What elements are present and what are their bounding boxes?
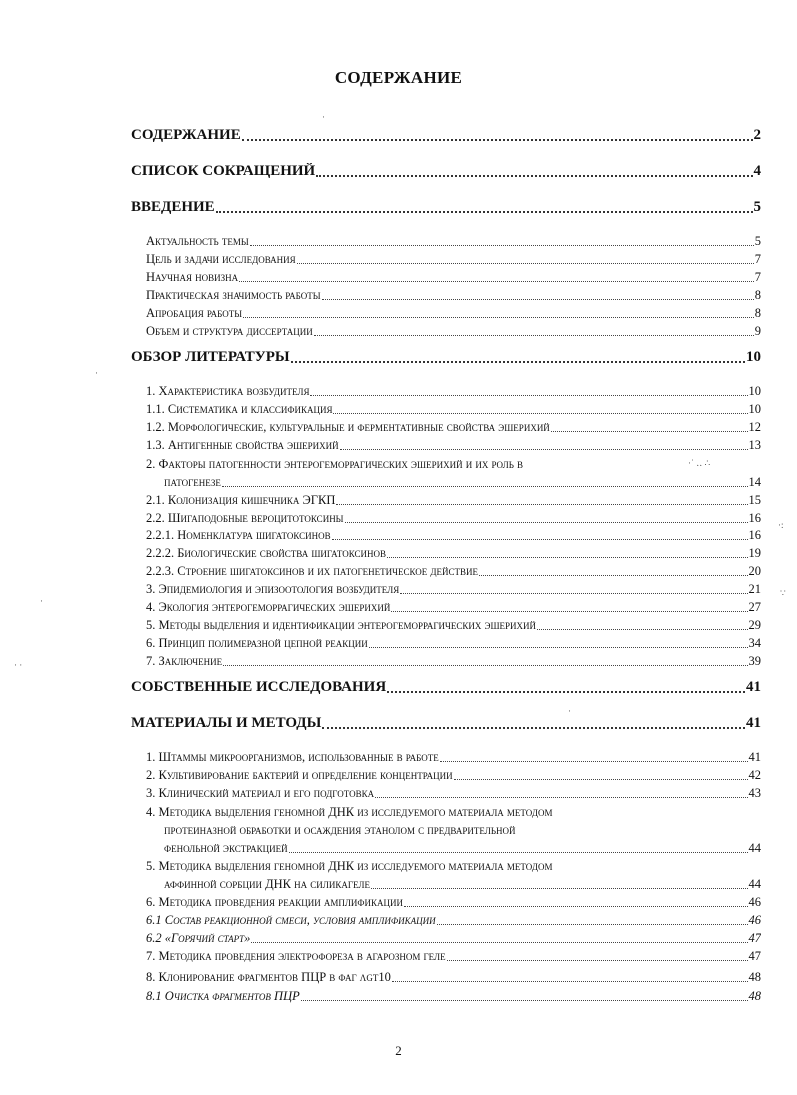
toc-entry-label: 8.1 Очистка фрагментов ПЦР [146, 989, 300, 1003]
leader-dots [333, 413, 747, 414]
leader-dots [371, 888, 747, 889]
leader-dots [387, 691, 745, 693]
toc-entry-label: 4. Экология энтерогеморрагических эшерихий [146, 600, 391, 614]
toc-entry-page: 42 [748, 768, 761, 782]
toc-entry-page: 48 [748, 970, 761, 984]
toc-entry-page: 46 [748, 913, 761, 927]
toc-entry[interactable] [146, 270, 761, 285]
toc-entry-page: 48 [748, 989, 761, 1003]
leader-dots [222, 486, 748, 487]
toc-entry[interactable] [146, 288, 761, 303]
toc-entry[interactable] [146, 234, 761, 249]
leader-dots [314, 335, 754, 336]
toc-entry-label: СПИСОК СОКРАЩЕНИЙ [131, 163, 316, 179]
leader-dots [345, 522, 748, 523]
toc-entry-page: 10 [748, 402, 761, 416]
leader-dots [440, 761, 748, 762]
leader-dots [340, 449, 748, 450]
toc-entry[interactable] [131, 349, 761, 366]
toc-entry-label: 6.2 «Горячий старт» [146, 931, 251, 945]
toc-entry-page: 27 [748, 600, 761, 614]
toc-entry-page: 8 [754, 288, 761, 302]
toc-entry-page: 13 [748, 438, 761, 452]
scan-speck: · [568, 706, 571, 716]
toc-entry[interactable] [146, 768, 761, 783]
toc-entry-label: 2.1. Колонизация кишечника ЭГКП [146, 493, 336, 507]
toc-entry[interactable] [146, 618, 761, 633]
toc-entry-label: 1. Характеристика возбудителя [146, 384, 310, 398]
toc-entry-page: 10 [748, 384, 761, 398]
leader-dots [387, 557, 748, 558]
toc-entry-page: 20 [748, 564, 761, 578]
toc-entry-label: Научная новизна [146, 270, 239, 284]
leader-dots [251, 942, 747, 943]
toc-entry[interactable] [146, 654, 761, 669]
toc-entry-page: 10 [746, 349, 761, 365]
leader-dots [392, 981, 748, 982]
leader-dots [551, 431, 748, 432]
toc-entry[interactable] [146, 913, 761, 928]
scan-speck: · [95, 368, 98, 378]
toc-entry[interactable] [164, 475, 761, 490]
toc-entry-label: СОБСТВЕННЫЕ ИССЛЕДОВАНИЯ [131, 679, 387, 695]
toc-entry-page: 5 [754, 234, 761, 248]
page-number: 2 [395, 1043, 402, 1058]
leader-dots [316, 175, 752, 177]
scan-speck: · · [14, 660, 23, 670]
toc-entry-page: 44 [748, 877, 761, 891]
leader-dots [289, 852, 748, 853]
leader-dots [479, 575, 747, 576]
leader-dots [391, 611, 747, 612]
toc-entry-label: 5. Методы выделения и идентификации энтерогеморрагических эшерихий [146, 618, 537, 632]
toc-entry-label: 1.2. Морфологические, культуральные и ферментативные свойства эшерихий [146, 420, 550, 434]
leader-dots [404, 906, 747, 907]
toc-entry[interactable] [164, 841, 761, 856]
toc-entry-page: 43 [748, 786, 761, 800]
toc-entry[interactable] [146, 636, 761, 651]
toc-entry-page: 47 [748, 949, 761, 963]
leader-dots [336, 504, 747, 505]
toc-entry[interactable] [131, 163, 761, 180]
toc-entry-label-cont: аффинной сорбции ДНК на силикагеле [164, 877, 371, 891]
toc-entry-label: 7. Заключение [146, 654, 223, 668]
scan-speck: · [322, 112, 325, 122]
leader-dots [332, 539, 748, 540]
toc-entry-label-cont: фенольной экстракцией [164, 841, 288, 855]
leader-dots [322, 299, 754, 300]
toc-entry-page: 41 [746, 679, 761, 695]
leader-dots [216, 211, 753, 213]
toc-entry-label: 2.2. Шигаподобные вероцитотоксины [146, 511, 344, 525]
toc-entry-label: Практическая значимость работы [146, 288, 321, 302]
toc-entry[interactable] [146, 493, 761, 508]
toc-entry-page: 39 [748, 654, 761, 668]
toc-entry[interactable] [146, 384, 761, 399]
leader-dots [537, 629, 747, 630]
leader-dots [223, 665, 747, 666]
toc-entry-label-line1: 4. Методика выделения геномной ДНК из исследуемого материала методом [146, 805, 553, 819]
leader-dots [369, 647, 748, 648]
toc-entry-label: 1. Штаммы микроорганизмов, использованные в работе [146, 750, 439, 764]
toc-entry[interactable] [146, 582, 761, 597]
toc-entry-label: Апробация работы [146, 306, 243, 320]
leader-dots [400, 593, 747, 594]
toc-entry-label-line1: 2. Факторы патогенности энтерогеморрагических эшерихий и их роль в [146, 457, 524, 471]
toc-entry-label: СОДЕРЖАНИЕ [131, 127, 241, 143]
toc-entry-page: 19 [748, 546, 761, 560]
toc-entry-label: 6.1 Состав реакционной смеси, условия амплификации [146, 913, 436, 927]
toc-entry[interactable] [131, 715, 761, 732]
page-title: СОДЕРЖАНИЕ [334, 68, 463, 87]
toc-entry-label: Объем и структура диссертации [146, 324, 313, 338]
leader-dots [437, 924, 748, 925]
toc-entry-label: 6. Принцип полимеразной цепной реакции [146, 636, 368, 650]
toc-entry-label: 1.3. Антигенные свойства эшерихий [146, 438, 339, 452]
toc-entry-page: 7 [754, 252, 761, 266]
toc-entry-label: 3. Эпидемиология и эпизоотология возбудителя [146, 582, 400, 596]
toc-entry-page: 7 [754, 270, 761, 284]
toc-entry-page: 12 [748, 420, 761, 434]
toc-entry[interactable] [131, 679, 761, 696]
leader-dots [242, 139, 753, 141]
toc-entry-label: ОБЗОР ЛИТЕРАТУРЫ [131, 349, 290, 365]
toc-entry[interactable] [146, 786, 761, 801]
toc-entry[interactable] [131, 199, 761, 216]
toc-entry[interactable] [146, 511, 761, 526]
toc-entry-label: 2.2.2. Биологические свойства шигатоксинов [146, 546, 386, 560]
leader-dots [250, 245, 754, 246]
toc-entry[interactable] [146, 438, 761, 453]
leader-dots [297, 263, 754, 264]
leader-dots [291, 361, 745, 363]
leader-dots [243, 317, 754, 318]
scan-speck: ·˙ ‥ ∴ [688, 458, 711, 468]
toc-entry-label: 3. Клинический материал и его подготовка [146, 786, 375, 800]
scan-speck: ·: [778, 520, 784, 530]
toc-entry-page: 16 [748, 528, 761, 542]
leader-dots [322, 727, 745, 729]
toc-entry-page: 47 [748, 931, 761, 945]
toc-entry-page: 29 [748, 618, 761, 632]
leader-dots [375, 797, 747, 798]
toc-entry[interactable] [164, 877, 761, 892]
toc-entry-page: 5 [753, 199, 761, 215]
toc-entry[interactable] [131, 127, 761, 144]
toc-entry-label: МАТЕРИАЛЫ И МЕТОДЫ [131, 715, 322, 731]
toc-entry[interactable] [146, 420, 761, 435]
scan-speck: ∵ [780, 588, 786, 598]
toc-entry[interactable] [146, 949, 761, 964]
toc-entry-page: 2 [753, 127, 761, 143]
toc-entry-page: 41 [748, 750, 761, 764]
leader-dots [239, 281, 754, 282]
toc-entry[interactable] [146, 750, 761, 765]
toc-entry-label: 8. Клонирование фрагментов ПЦР в фаг λgt10 [146, 970, 391, 984]
toc-entry-label: ВВЕДЕНИЕ [131, 199, 215, 215]
toc-entry[interactable] [146, 546, 761, 561]
toc-entry-page: 41 [746, 715, 761, 731]
toc-entry[interactable] [146, 528, 761, 543]
toc-entry-page: 9 [754, 324, 761, 338]
toc-entry-label: 1.1. Систематика и классификация [146, 402, 333, 416]
toc-entry-page: 15 [748, 493, 761, 507]
toc-entry-page: 46 [748, 895, 761, 909]
leader-dots [447, 960, 748, 961]
toc-entry-label: Актуальность темы [146, 234, 249, 248]
toc-entry-label-line1: 5. Методика выделения геномной ДНК из исследуемого материала методом [146, 859, 553, 873]
toc-entry-label-cont: патогенезе [164, 475, 221, 489]
toc-entry[interactable] [146, 402, 761, 417]
leader-dots [454, 779, 748, 780]
toc-entry-label: 2. Культивирование бактерий и определение концентрации [146, 768, 453, 782]
toc-entry[interactable] [146, 324, 761, 339]
toc-entry[interactable] [146, 600, 761, 615]
toc-entry[interactable] [146, 931, 761, 946]
toc-entry-page: 21 [748, 582, 761, 596]
toc-entry-label: 2.2.3. Строение шигатоксинов и их патогенетическое действие [146, 564, 479, 578]
leader-dots [301, 1000, 748, 1001]
leader-dots [310, 395, 747, 396]
toc-entry-page: 16 [748, 511, 761, 525]
toc-entry-page: 4 [753, 163, 761, 179]
toc-entry[interactable] [146, 306, 761, 321]
toc-entry-label-line2: протеиназной обработки и осаждения этанолом с предварительной [164, 823, 516, 837]
toc-entry-label: 2.2.1. Номенклатура шигатоксинов [146, 528, 331, 542]
toc-entry[interactable] [146, 252, 761, 267]
toc-entry-label: 7. Методика проведения электрофореза в агарозном геле [146, 949, 446, 963]
toc-entry-page: 44 [748, 841, 761, 855]
toc-entry[interactable] [146, 564, 761, 579]
scan-speck: · [40, 596, 43, 606]
toc-entry-page: 34 [748, 636, 761, 650]
toc-entry-label: 6. Методика проведения реакции амплификации [146, 895, 404, 909]
toc-entry-page: 14 [748, 475, 761, 489]
toc-entry[interactable] [146, 970, 761, 985]
toc-entry-label: Цель и задачи исследования [146, 252, 296, 266]
toc-entry-page: 8 [754, 306, 761, 320]
toc-entry[interactable] [146, 989, 761, 1004]
toc-entry[interactable] [146, 895, 761, 910]
